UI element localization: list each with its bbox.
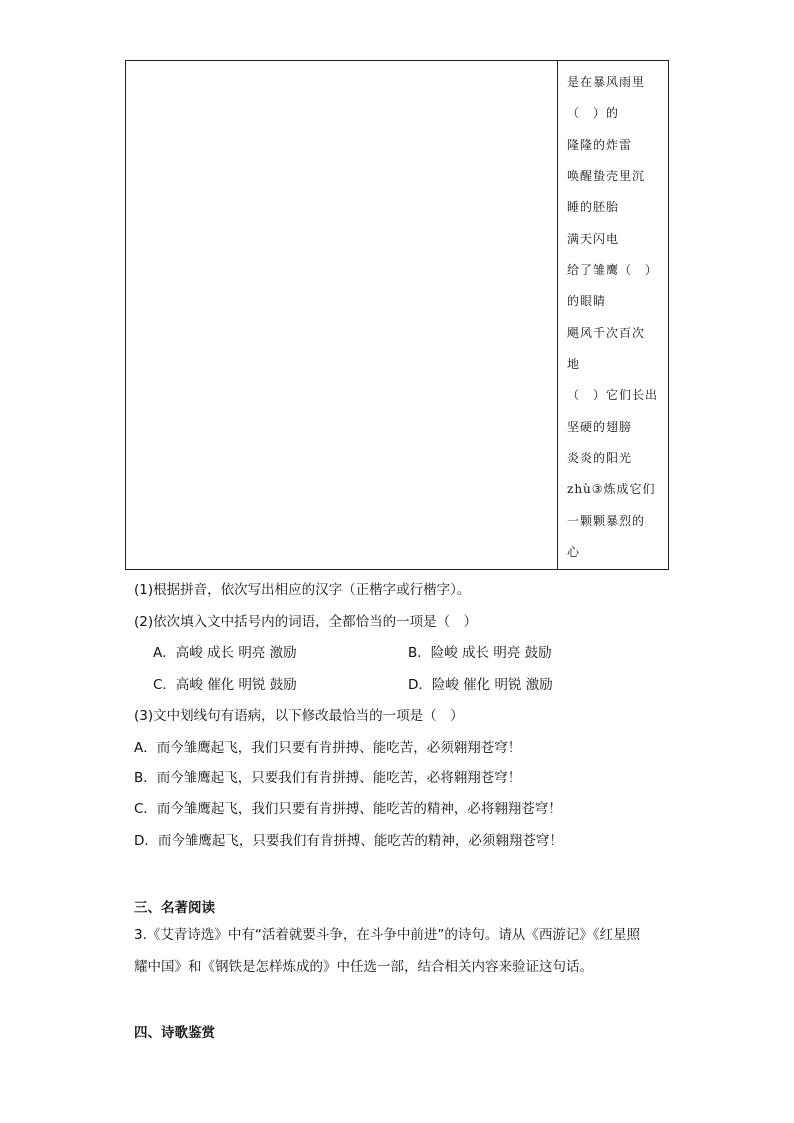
poem-table-left-cell [126, 61, 558, 569]
poem-line: 隆隆的炸雷 [567, 138, 633, 152]
poem-line: 唤醒蛰壳里沉 [567, 169, 646, 183]
poem-line: （ ）的 [567, 106, 620, 120]
question-2-option-a: A．高峻 成长 明亮 激励 [153, 645, 297, 661]
question-2-option-d: D．险峻 催化 明锐 激励 [408, 677, 553, 693]
poem-table-right-cell [559, 61, 668, 569]
question-3-option-a: A．而今雏鹰起飞，我们只要有肯拼搏、能吃苦，必须翱翔苍穹！ [134, 740, 522, 756]
poem-line: （ ）它们长出 [567, 388, 659, 402]
poem-line: 炎炎的阳光 [567, 451, 633, 465]
question-2-option-b: B．险峻 成长 明亮 鼓励 [408, 645, 552, 661]
question-1: (1)根据拼音，依次写出相应的汉字（正楷字或行楷字）。 [134, 582, 471, 598]
poem-line: 是在暴风雨里 [567, 75, 646, 89]
question-2-option-c: C．高峻 催化 明锐 鼓励 [153, 677, 297, 693]
poem-line: zhù③炼成它们 [567, 482, 656, 496]
question-3-option-c: C．而今雏鹰起飞，我们只要有肯拼搏、能吃苦的精神，必将翱翔苍穹！ [134, 801, 562, 817]
question-3-stem: (3)文中划线句有语病，以下修改最恰当的一项是（ ） [134, 708, 464, 724]
section-3-question-line-1: 3.《艾青诗选》中有“活着就要斗争，在斗争中前进”的诗句。请从《西游记》《红星照 [134, 927, 641, 943]
poem-line: 满天闪电 [567, 232, 620, 246]
poem-line: 睡的胚胎 [567, 200, 620, 214]
poem-line: 一颗颗暴烈的 [567, 514, 646, 528]
poem-line: 给了雏鹰（ ） [567, 263, 659, 277]
poem-line: 地 [567, 357, 581, 371]
poem-line: 坚硬的翅膀 [567, 420, 633, 434]
question-3-option-d: D．而今雏鹰起飞，只要我们有肯拼搏、能吃苦的精神，必须翱翔苍穹！ [134, 833, 563, 849]
section-3-heading: 三、名著阅读 [134, 900, 215, 916]
question-3-option-b: B．而今雏鹰起飞，只要我们有肯拼搏、能吃苦，必将翱翔苍穹！ [134, 770, 522, 786]
poem-line: 的眼睛 [567, 294, 607, 308]
section-4-heading: 四、诗歌鉴赏 [134, 1025, 215, 1041]
poem-table [125, 60, 669, 570]
section-3-question-line-2: 耀中国》和《钢铁是怎样炼成的》中任选一部，结合相关内容来验证这句话。 [134, 959, 593, 975]
poem-line: 心 [567, 545, 581, 559]
poem-line: 飓风千次百次 [567, 326, 646, 340]
question-2-stem: (2)依次填入文中括号内的词语，全都恰当的一项是（ ） [134, 614, 478, 630]
